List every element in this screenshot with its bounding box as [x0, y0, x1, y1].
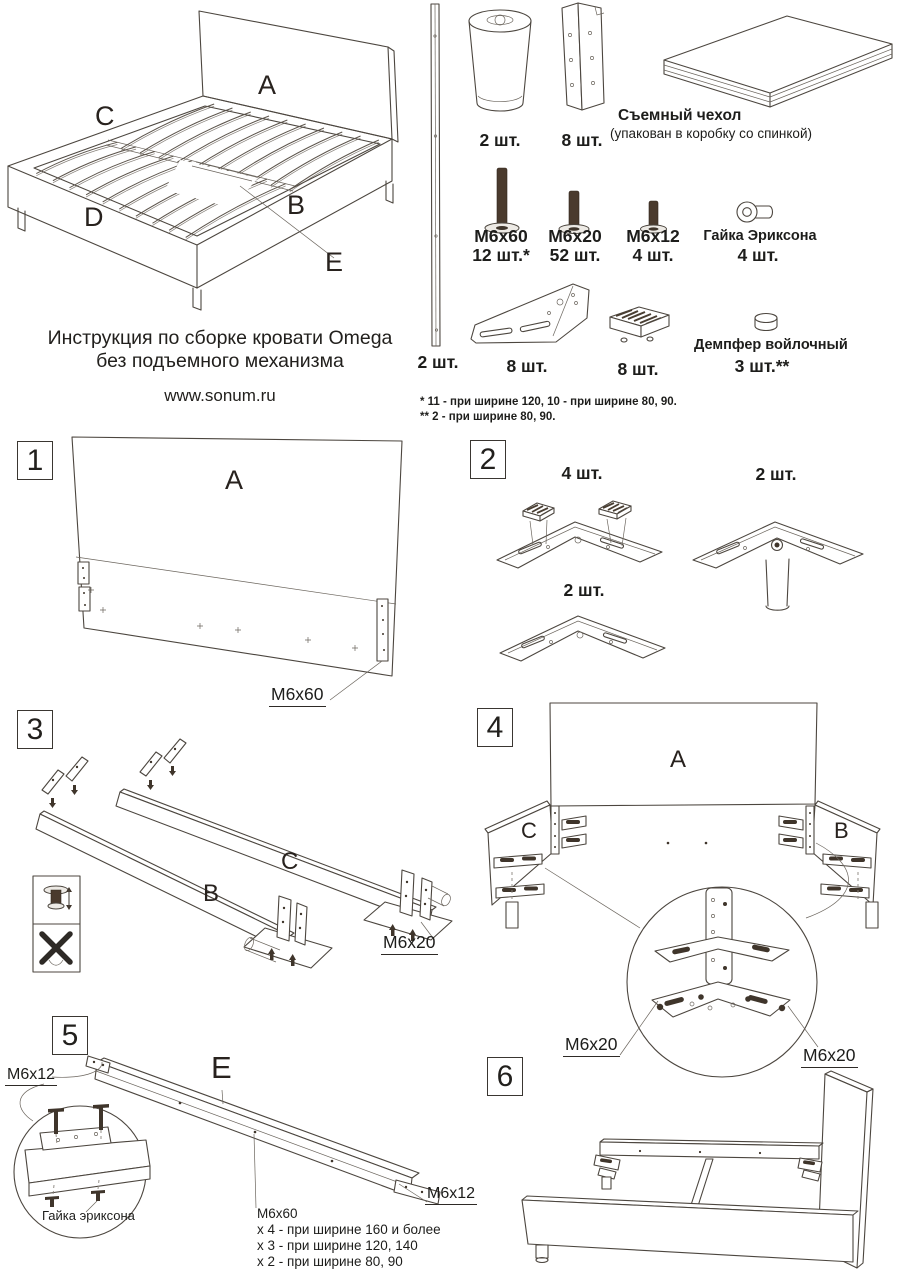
screw-m6x60-qty: 12 шт.* [472, 245, 530, 265]
overview-label-b: B [287, 190, 306, 220]
damper-name: Демпфер войлочный [694, 337, 848, 353]
slats-foot-half [36, 142, 285, 239]
step3-screw-label: M6x20 [381, 932, 438, 955]
part-cover-drawing [664, 16, 892, 107]
step5-note-line2: х 3 - при ширине 120, 140 [257, 1238, 418, 1253]
erikson-nut-qty: 4 шт. [737, 245, 779, 265]
step5-label-e: E [211, 1050, 232, 1085]
part-screw-m6x60-icon [485, 168, 519, 233]
slat-holder-qty: 8 шт. [617, 359, 659, 379]
step4-screw-label-left: M6x20 [563, 1034, 620, 1057]
screw-m6x60-name: M6x60 [474, 226, 528, 246]
part-erikson-nut-icon [737, 202, 773, 222]
footnote-2: ** 2 - при ширине 80, 90. [420, 411, 556, 423]
step5-note-line3: х 2 - при ширине 80, 90 [257, 1254, 403, 1269]
footnote-1: * 11 - при ширине 120, 10 - при ширине 80, 90. [420, 396, 677, 408]
cover-note: (упакован в коробку со спинкой) [610, 126, 812, 141]
step4-label-b: B [834, 818, 849, 843]
title-line1: Инструкция по сборке кровати Omega [47, 327, 393, 349]
overview-label-e: E [325, 247, 344, 277]
overview-label-a: A [258, 70, 277, 100]
corner-plate-qty: 8 шт. [506, 356, 548, 376]
damper-qty: 3 шт.** [734, 356, 790, 376]
step-4-badge: 4 [477, 708, 513, 747]
step-6-badge: 6 [487, 1057, 523, 1096]
part-slat-holder-drawing [610, 307, 669, 342]
step4-label-a: A [670, 746, 687, 773]
angle-bracket-qty: 8 шт. [561, 130, 603, 150]
step-2-badge: 2 [470, 440, 506, 479]
part-long-slat-drawing [431, 4, 440, 346]
step4-screw-label-right: M6x20 [801, 1045, 858, 1068]
slat-qty: 2 шт. [417, 352, 459, 372]
part-leg-drawing [469, 10, 531, 111]
step-1-badge: 1 [17, 441, 53, 480]
step1-screw-label: M6x60 [269, 684, 326, 707]
step-3-badge: 3 [17, 710, 53, 749]
screw-m6x12-qty: 4 шт. [632, 245, 674, 265]
step5-note-line1: х 4 - при ширине 160 и более [257, 1222, 441, 1237]
overview-label-c: C [95, 101, 115, 131]
site-url[interactable]: www.sonum.ru [164, 386, 276, 405]
step-5-badge: 5 [52, 1016, 88, 1055]
part-damper-icon [755, 314, 777, 331]
overview-label-d: D [84, 202, 104, 232]
step2-qty-bottom: 2 шт. [563, 580, 605, 600]
step2-qty-right: 2 шт. [755, 464, 797, 484]
cover-title: Съемный чехол [618, 107, 742, 124]
step1-label-a: A [225, 465, 244, 495]
step3-label-c: C [281, 848, 299, 875]
step4-label-c: C [521, 818, 537, 843]
screw-m6x20-qty: 52 шт. [549, 245, 601, 265]
erikson-nut-name: Гайка Эриксона [703, 228, 817, 244]
step6-assembled-frame-drawing [522, 1071, 873, 1268]
step5-note-title: M6x60 [257, 1206, 298, 1221]
step2-corner-plates-drawing [497, 501, 863, 661]
leg-qty: 2 шт. [479, 130, 521, 150]
step5-screw-label-top: M6x12 [5, 1066, 57, 1086]
step5-nut-label: Гайка эриксона [42, 1208, 135, 1223]
part-angle-bracket-drawing [562, 3, 604, 110]
step5-screw-label-right: M6x12 [425, 1185, 477, 1205]
title-line2: без подъемного механизма [96, 350, 344, 372]
step3-label-b: B [203, 880, 220, 907]
part-corner-plate-drawing [471, 284, 589, 343]
step2-qty-top: 4 шт. [561, 463, 603, 483]
screw-m6x20-name: M6x20 [548, 226, 602, 246]
screw-m6x12-name: M6x12 [626, 226, 680, 246]
